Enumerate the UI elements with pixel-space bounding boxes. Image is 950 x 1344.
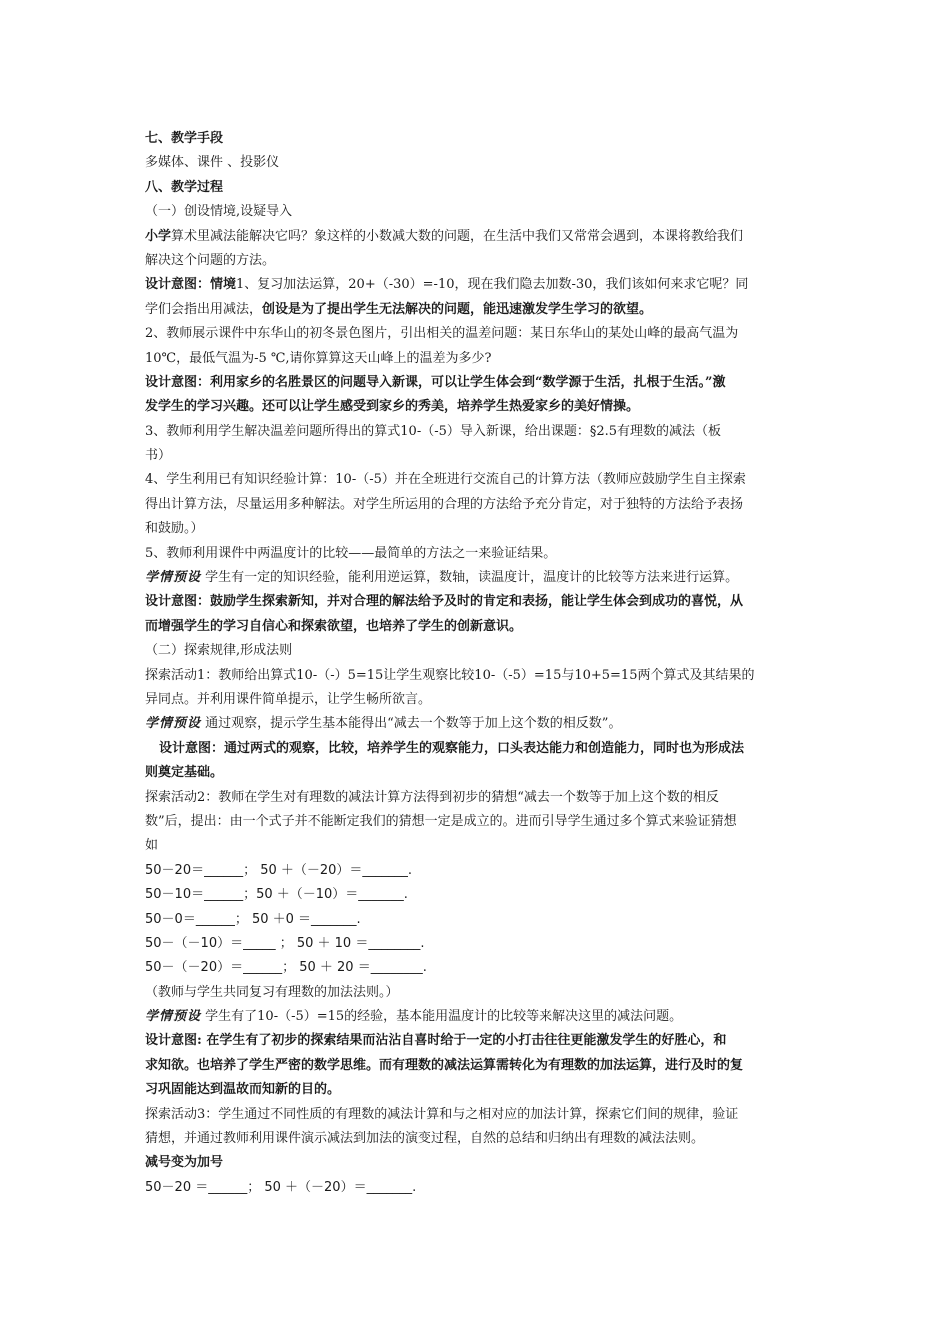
text-line: 数”后，提出：由一个式子并不能断定我们的猜想一定是成立的。进而引导学生通过多个算式来验证猜想 bbox=[145, 813, 737, 829]
text-line: 解决这个问题的方法。 bbox=[145, 252, 276, 268]
text-line: 50－（－20）＝______； 50 ＋ 20 ＝________. bbox=[145, 960, 427, 976]
text-line: 而增强学生的学习自信心和探索欲望，也培养了学生的创新意识。 bbox=[145, 618, 523, 634]
line-rest: 学生有一定的知识经验，能利用逆运算，数轴，读温度计，温度计的比较等方法来进行运算。 bbox=[201, 570, 739, 586]
text-line bbox=[145, 225, 810, 249]
text-line: 七、教学手段 bbox=[145, 131, 224, 146]
text-line: 2、教师展示课件中东华山的初冬景色图片，引出相关的温差问题：某日东华山的某处山峰的最高气温为 bbox=[145, 326, 739, 342]
text-line: 多媒体、课件 、投影仪 bbox=[145, 155, 280, 171]
text-line: 设计意图：鼓励学生探索新知，并对合理的解法给予及时的肯定和表扬，能让学生体会到成功的喜悦，从 bbox=[145, 594, 744, 610]
text-line: （一）创设情境,设疑导入 bbox=[145, 204, 293, 220]
text-line: 减号变为加号 bbox=[145, 1155, 224, 1171]
text-line: 设计意图：通过两式的观察，比较，培养学生的观察能力，口头表达能力和创造能力，同时也为形成法 bbox=[159, 740, 745, 756]
text-line: 50－10＝______；50 ＋（－10）＝_______. bbox=[145, 887, 408, 903]
text-line: 发学生的学习兴趣。还可以让学生感受到家乡的秀美，培养学生热爱家乡的美好情操。 bbox=[145, 399, 640, 415]
line-lead: 学情预设 bbox=[145, 570, 202, 586]
text-line bbox=[145, 273, 810, 297]
text-line: 50－20 ＝______； 50 ＋（－20）＝_______. bbox=[145, 1179, 417, 1195]
text-line: 则奠定基础。 bbox=[145, 765, 224, 781]
line-rest: 算术里减法能解决它吗？象这样的小数减大数的问题，在生活中我们又常常会遇到，本课将教给我们 bbox=[171, 228, 744, 244]
text-line: 八、教学过程 bbox=[145, 179, 224, 195]
line-lead: 小学 bbox=[145, 228, 172, 244]
text-line: 探索活动1：教师给出算式10-（-）5=15让学生观察比较10-（-5）=15与10+5=15两个算式及其结果的 bbox=[145, 667, 755, 683]
line-rest: 学生有了10-（-5）=15的经验，基本能用温度计的比较等来解决这里的减法问题。 bbox=[201, 1009, 683, 1025]
line-emphasis: 创设是为了提出学生无法解决的问题，能迅速激发学生学习的欲望。 bbox=[262, 301, 653, 317]
line-rest: 学们会指出用减法， bbox=[145, 301, 263, 317]
line-lead: 学情预设 bbox=[145, 716, 202, 732]
text-line: 求知欲。也培养了学生严密的数学思维。而有理数的减法运算需转化为有理数的加法运算，进行及时的复 bbox=[145, 1057, 744, 1073]
text-line bbox=[145, 298, 810, 322]
line-lead: 学情预设 bbox=[145, 1009, 202, 1025]
text-line: 10℃，最低气温为-5 ℃,请你算算这天山峰上的温差为多少? bbox=[145, 350, 492, 366]
line-rest: 通过观察，提示学生基本能得出“减去一个数等于加上这个数的相反数”。 bbox=[201, 716, 622, 732]
text-line: （二）探索规律,形成法则 bbox=[145, 643, 293, 659]
text-line: 习巩固能达到温故而知新的目的。 bbox=[145, 1082, 341, 1098]
text-line: 书） bbox=[145, 448, 172, 464]
text-line: 猜想，并通过教师利用课件演示减法到加法的演变过程，自然的总结和归纳出有理数的减法法则。 bbox=[145, 1131, 705, 1147]
text-line: 50－（－10）＝_____ ； 50 ＋ 10 ＝________. bbox=[145, 935, 425, 951]
text-line: 设计意图：利用家乡的名胜景区的问题导入新课，可以让学生体会到“数学源于生活，扎根于生活。”激 bbox=[145, 374, 726, 390]
text-line: 得出计算方法，尽量运用多种解法。对学生所运用的合理的方法给予充分肯定，对于独特的方法给予表扬 bbox=[145, 496, 744, 512]
text-line: 探索活动3：学生通过不同性质的有理数的减法计算和与之相对应的加法计算，探索它们间的规律，验证 bbox=[145, 1106, 739, 1122]
text-line: 异同点。并利用课件简单提示，让学生畅所欲言。 bbox=[145, 691, 432, 707]
text-line: 4、学生利用已有知识经验计算：10-（-5）并在全班进行交流自己的计算方法（教师应鼓励学生自主探索 bbox=[145, 472, 746, 488]
text-line bbox=[145, 712, 810, 736]
text-line: （教师与学生共同复习有理数的加法法则。） bbox=[145, 984, 399, 1000]
text-line bbox=[145, 1005, 810, 1029]
document-page bbox=[145, 127, 810, 1200]
text-line: 3、教师利用学生解决温差问题所得出的算式10-（-5）导入新课，给出课题：§2.5有理数的减法（板 bbox=[145, 423, 722, 439]
line-lead: 设计意图：情境 bbox=[145, 277, 237, 293]
text-line: 设计意图: 在学生有了初步的探索结果而沾沾自喜时给于一定的小打击往往更能激发学生的好胜心，和 bbox=[145, 1033, 727, 1049]
text-line: 探索活动2：教师在学生对有理数的减法计算方法得到初步的猜想“减去一个数等于加上这个数的相反 bbox=[145, 789, 719, 805]
text-line: 5、教师利用课件中两温度计的比较——最简单的方法之一来验证结果。 bbox=[145, 545, 557, 561]
text-line: 50－20＝______； 50 ＋（－20）＝_______. bbox=[145, 862, 413, 878]
text-line: 如 bbox=[145, 838, 159, 854]
text-line: 和鼓励。） bbox=[145, 521, 204, 537]
text-line: 50－0＝______； 50 ＋0 ＝_______. bbox=[145, 911, 361, 927]
line-rest: 1、复习加法运算，20+（-30）=-10，现在我们隐去加数-30，我们该如何来求它呢？同 bbox=[236, 277, 749, 293]
text-line bbox=[145, 566, 810, 590]
